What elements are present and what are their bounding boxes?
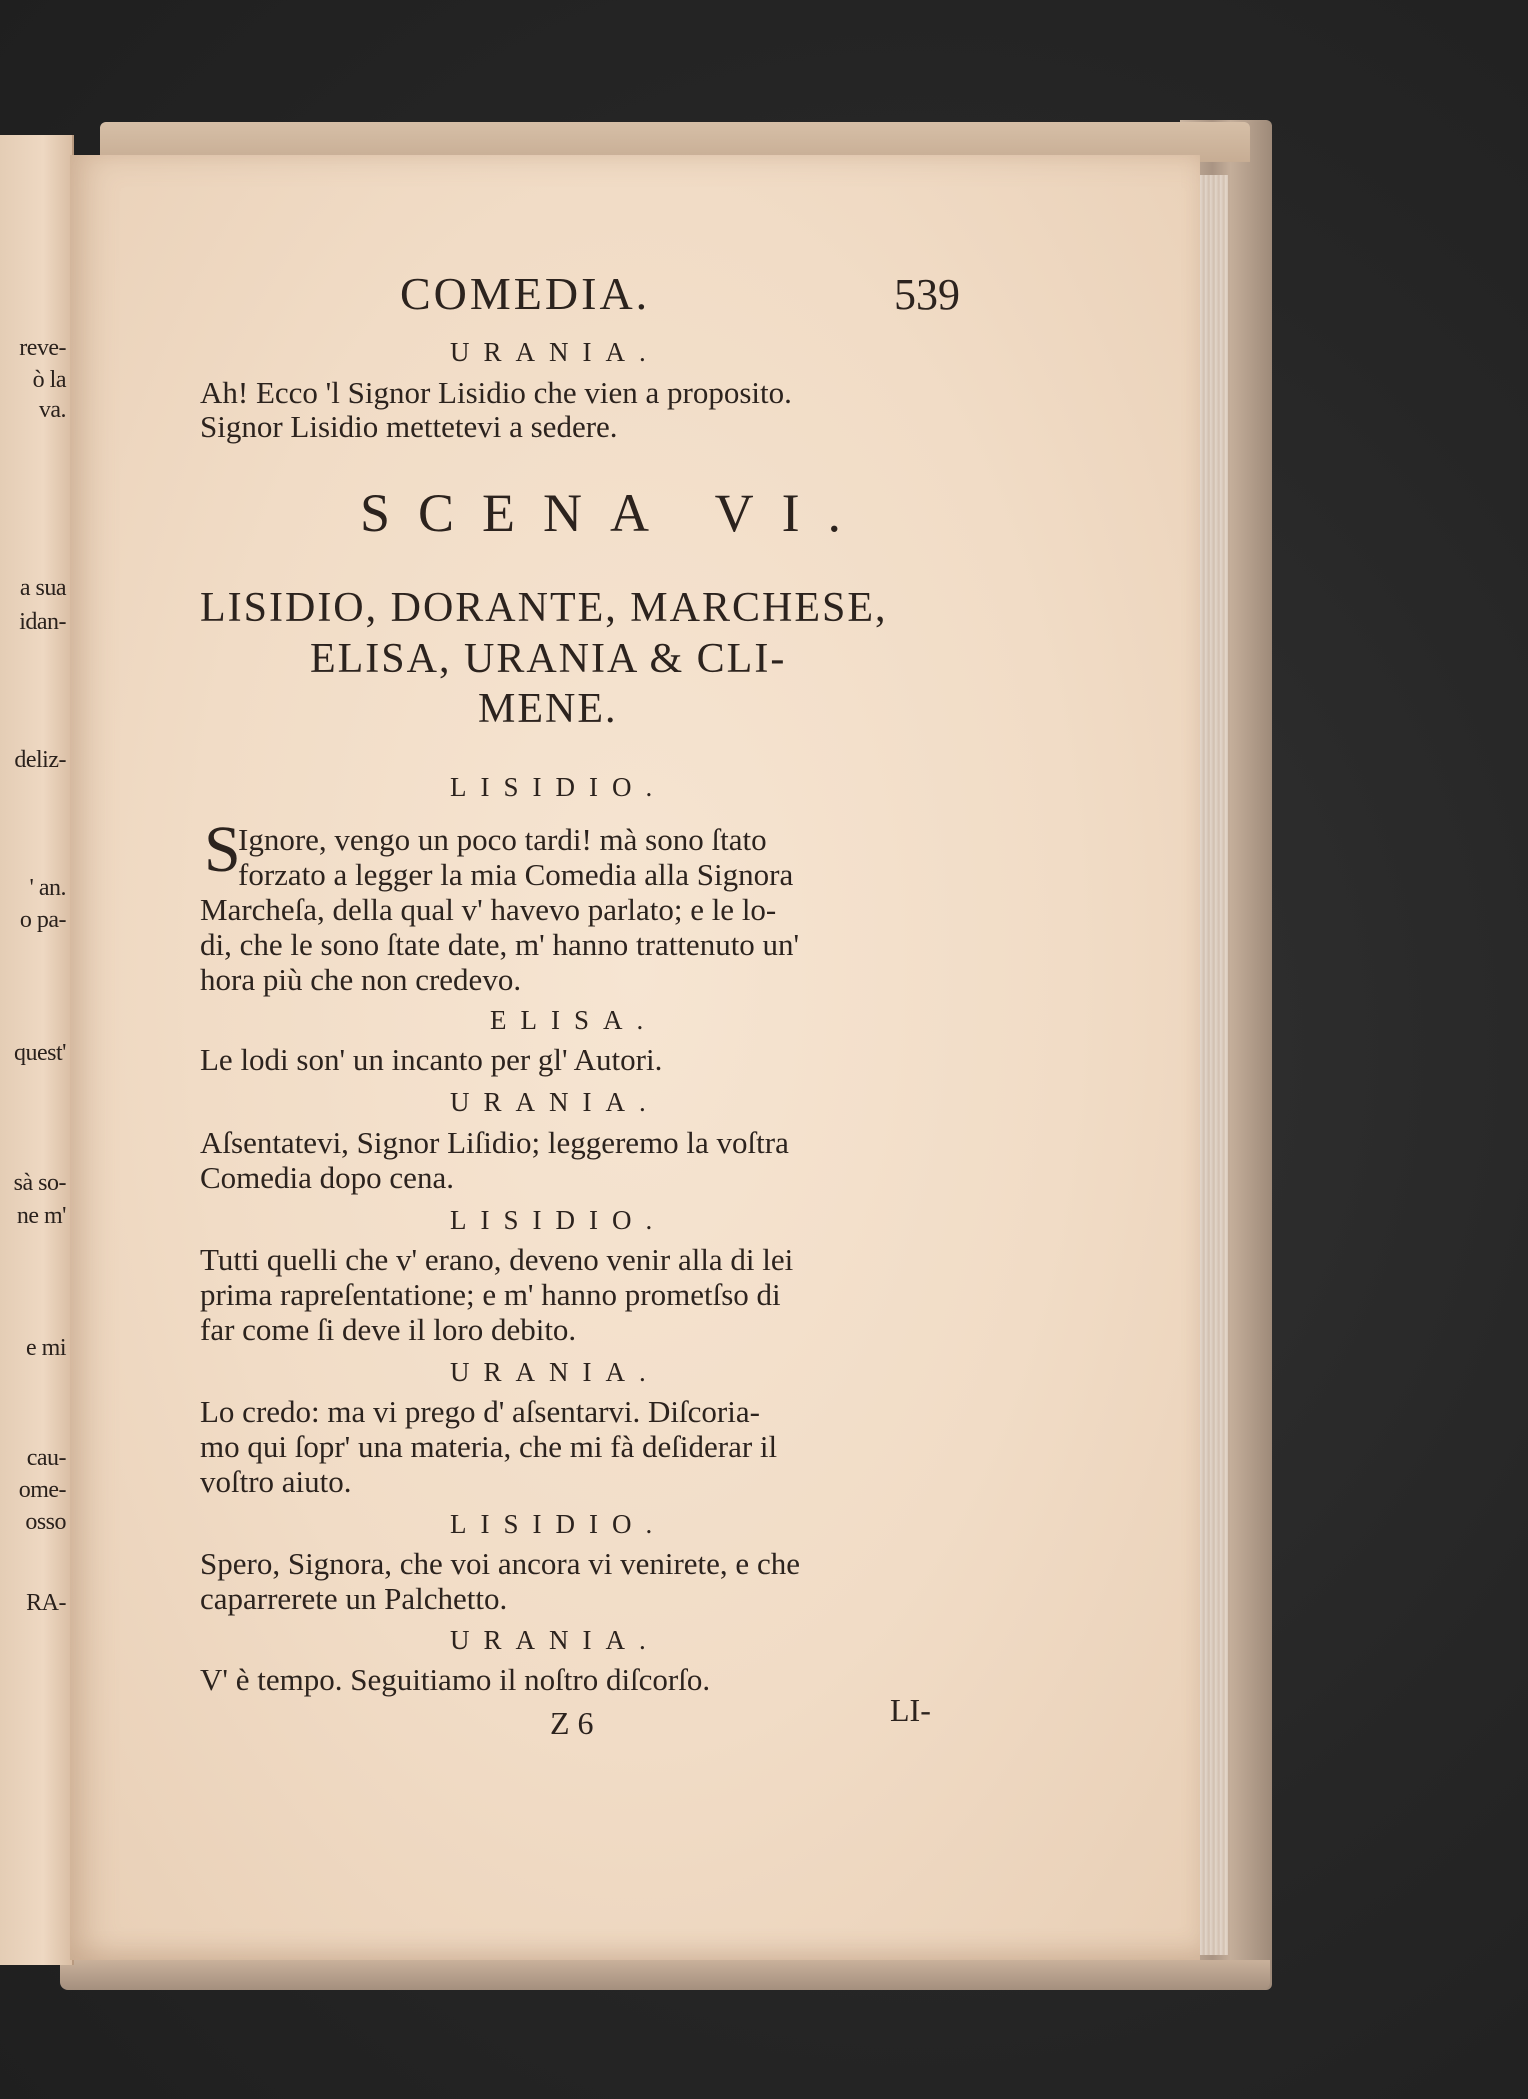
left-fragment: RA- (26, 1590, 66, 1616)
cast-list-line: MENE. (478, 686, 618, 732)
speaker-name: LISIDIO. (450, 1205, 667, 1235)
text-line: Tutti quelli che v' erano, deveno venir alla di lei (200, 1242, 794, 1277)
text-line: far come ſi deve il loro debito. (200, 1312, 577, 1347)
text-line: Comedia dopo cena. (200, 1160, 454, 1195)
running-head (200, 267, 960, 327)
text-line: prima rapreſentatione; e m' hanno prometſso di (200, 1277, 781, 1312)
left-fragment: sà so- (13, 1170, 66, 1196)
signature-mark: Z 6 (550, 1705, 594, 1741)
text-line: mo qui ſopr' una materia, che mi fà deſiderar il (200, 1429, 778, 1464)
text-line: Aſsentatevi, Signor Liſidio; leggeremo la voſtra (200, 1125, 789, 1160)
text-line: voſtro aiuto. (200, 1464, 352, 1499)
text-line: forzato a legger la mia Comedia alla Signora (238, 857, 794, 892)
left-fragment: va. (38, 397, 66, 423)
text-line: V' è tempo. Seguitiamo il noſtro diſcorſo. (200, 1662, 711, 1697)
text-line: Signor Lisidio mettetevi a sedere. (200, 409, 618, 444)
left-fragment: ò la (32, 367, 66, 393)
page-stack (1196, 175, 1228, 1955)
speaker-name: URANIA. (450, 1357, 660, 1387)
text-line: hora più che non credevo. (200, 962, 522, 997)
speaker-name: URANIA. (450, 1625, 660, 1655)
running-title: COMEDIA. (400, 268, 651, 319)
text-line: Ah! Ecco 'l Signor Lisidio che vien a proposito. (200, 375, 792, 410)
book-bottom-edge (60, 1960, 1270, 1990)
text-line: caparrerete un Palchetto. (200, 1581, 508, 1616)
text-line: Ignore, vengo un poco tardi! mà sono ſtato (238, 822, 767, 857)
left-fragment: e mi (26, 1335, 66, 1361)
cast-list-line: ELISA, URANIA & CLI- (310, 636, 787, 682)
speaker-name: LISIDIO. (450, 772, 667, 802)
left-fragment: reve- (19, 335, 66, 361)
left-fragment: o pa- (19, 907, 66, 933)
left-fragment: deliz- (14, 747, 66, 773)
left-fragment: ' an. (29, 875, 66, 901)
catchword: LI- (890, 1692, 931, 1728)
left-fragment: idan- (19, 609, 66, 635)
speaker-name: URANIA. (450, 337, 660, 367)
speaker-name: URANIA. (450, 1087, 660, 1117)
text-line: Le lodi son' un incanto per gl' Autori. (200, 1042, 663, 1077)
page-number: 539 (894, 270, 960, 319)
text-line: Lo credo: ma vi prego d' aſsentarvi. Diſcoria- (200, 1394, 760, 1429)
left-fragment: ne m' (16, 1203, 66, 1229)
left-fragment: a sua (19, 575, 66, 601)
right-page (70, 155, 1200, 1960)
left-fragment: ome- (18, 1477, 66, 1503)
left-fragment: cau- (26, 1445, 66, 1471)
speaker-name: ELISA. (490, 1005, 658, 1035)
speaker-name: LISIDIO. (450, 1509, 667, 1539)
drop-cap: S (204, 813, 241, 886)
left-fragment: osso (25, 1509, 66, 1535)
text-line: di, che le sono ſtate date, m' hanno trattenuto un' (200, 927, 800, 962)
left-fragment: quest' (14, 1040, 66, 1066)
text-line: Marcheſa, della qual v' havevo parlato; e le lo- (200, 892, 777, 927)
scene-heading: SCENA VI. (360, 483, 870, 543)
cast-list-line: LISIDIO, DORANTE, MARCHESE, (200, 585, 888, 631)
text-line: Spero, Signora, che voi ancora vi venirete, e che (200, 1546, 800, 1581)
left-page (0, 135, 74, 1965)
